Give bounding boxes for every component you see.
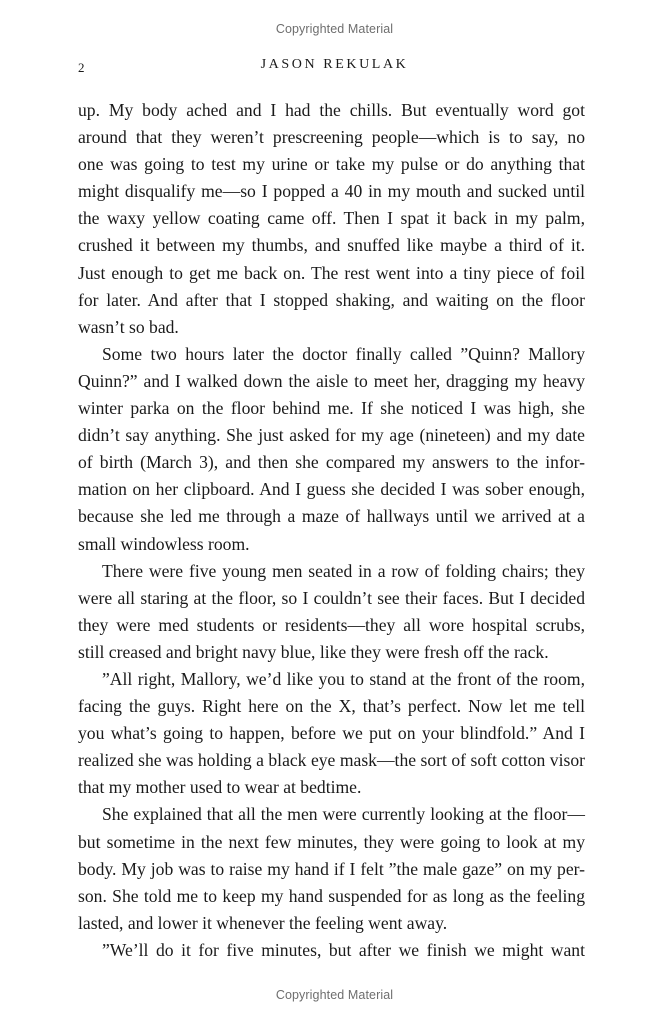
text-line: the waxy yellow coating came off. Then I spat it back in my palm, bbox=[78, 208, 585, 229]
text-line: ”We’ll do it for five minutes, but after we finish we might want bbox=[102, 939, 585, 960]
text-line: crushed it between my thumbs, and snuffed like maybe a third of it. bbox=[78, 235, 585, 256]
page-number: 2 bbox=[78, 60, 85, 75]
text-line: facing the guys. Right here on the X, that’s perfect. Now let me tell bbox=[78, 696, 585, 717]
text-line: were all staring at the floor, so I couldn’t see their faces. But I decided bbox=[78, 587, 585, 608]
text-line: up. My body ached and I had the chills. But eventually word got bbox=[78, 100, 585, 120]
text-line: you what’s going to happen, before we put on your blindfold.” And I bbox=[78, 723, 585, 744]
copyright-watermark-bottom: Copyrighted Material bbox=[275, 988, 394, 1002]
text-line: There were five young men seated in a row of folding chairs; they bbox=[102, 560, 585, 581]
text-line: one was going to test my urine or take my pulse or do anything that bbox=[78, 154, 585, 175]
body-text bbox=[78, 97, 585, 964]
text-line: they were med students or residents—they all wore hospital scrubs, bbox=[78, 614, 585, 635]
text-line: realized she was holding a black eye mask—the sort of soft cotton visor bbox=[78, 750, 585, 771]
paragraph bbox=[78, 341, 585, 558]
text-line: ”All right, Mallory, we’d like you to stand at the front of the room, bbox=[102, 668, 585, 689]
text-line: around that they weren’t prescreening people—which is to say, no bbox=[78, 127, 585, 148]
text-line: winter parka on the floor behind me. If she noticed I was high, she bbox=[78, 398, 585, 419]
text-line: because she led me through a maze of hallways until we arrived at a bbox=[78, 506, 585, 527]
paragraph bbox=[78, 801, 585, 936]
text-line: might disqualify me—so I popped a 40 in my mouth and sucked until bbox=[78, 181, 585, 202]
text-line: She explained that all the men were currently looking at the floor— bbox=[102, 804, 585, 825]
text-line: lasted, and lower it whenever the feeling went away. bbox=[78, 912, 448, 933]
text-line: body. My job was to raise my hand if I felt ”the male gaze” on my per- bbox=[78, 858, 585, 879]
running-head-author: JASON REKULAK bbox=[260, 57, 409, 72]
text-line: Just enough to get me back on. The rest went into a tiny piece of foil bbox=[78, 262, 585, 283]
text-line: for later. And after that I stopped shaking, and waiting on the floor bbox=[78, 289, 585, 310]
paragraph bbox=[78, 666, 585, 801]
text-line: Quinn?” and I walked down the aisle to meet her, dragging my heavy bbox=[78, 370, 585, 391]
paragraph bbox=[78, 558, 585, 666]
text-line: wasn’t so bad. bbox=[78, 316, 179, 337]
text-line: that my mother used to wear at bedtime. bbox=[78, 777, 362, 798]
paragraph bbox=[78, 937, 585, 964]
text-line: Some two hours later the doctor finally called ”Quinn? Mallory bbox=[102, 343, 585, 364]
text-line: still creased and bright navy blue, like they were fresh off the rack. bbox=[78, 641, 549, 662]
copyright-watermark-top: Copyrighted Material bbox=[275, 22, 394, 36]
text-line: small windowless room. bbox=[78, 533, 250, 554]
paragraph bbox=[78, 97, 585, 341]
text-line: but sometime in the next few minutes, they were going to look at my bbox=[78, 831, 585, 852]
text-line: mation on her clipboard. And I guess she decided I was sober enough, bbox=[78, 479, 585, 500]
text-line: of birth (March 3), and then she compared my answers to the infor- bbox=[78, 452, 585, 473]
text-line: son. She told me to keep my hand suspended for as long as the feeling bbox=[78, 885, 585, 906]
text-line: didn’t say anything. She just asked for my age (nineteen) and my date bbox=[78, 425, 585, 446]
